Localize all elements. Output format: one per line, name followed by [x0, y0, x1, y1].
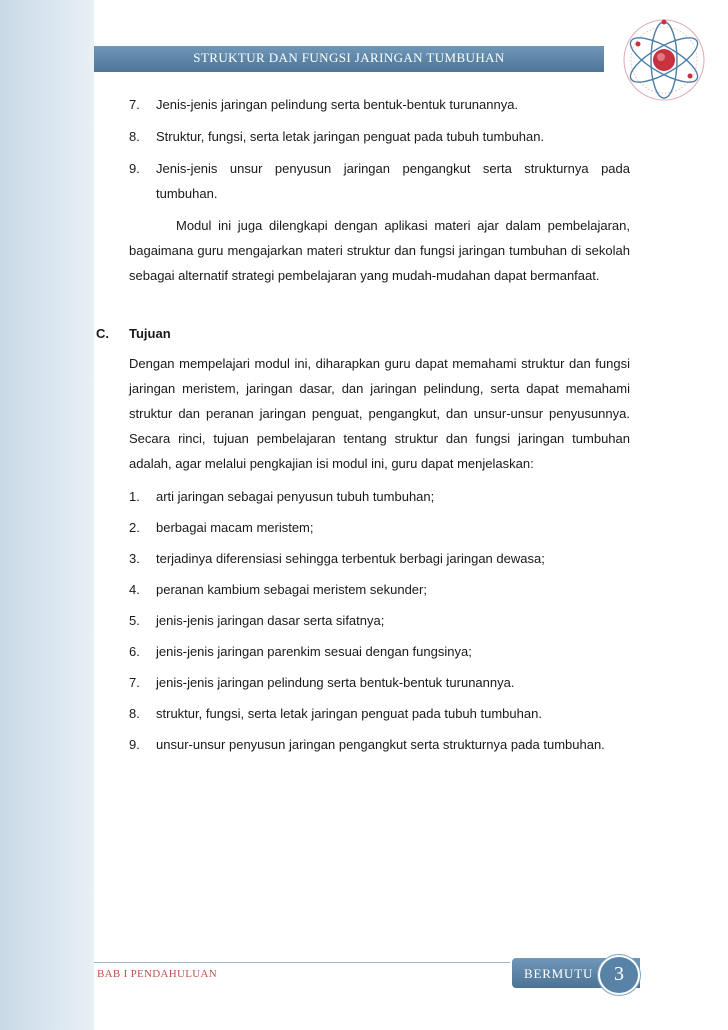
list-text: arti jaringan sebagai penyusun tubuh tumbuhan;	[156, 489, 435, 504]
list-item	[129, 124, 630, 149]
list-number: 7.	[129, 97, 140, 112]
list-item	[129, 670, 630, 695]
list-text: jenis-jenis jaringan parenkim sesuai dengan fungsinya;	[156, 644, 472, 659]
list-number: 9.	[129, 737, 140, 752]
list-number: 7.	[129, 675, 140, 690]
section-paragraph: Dengan mempelajari modul ini, diharapkan guru dapat memahami struktur dan fungsi jaringan meristem, jaringan dasar, dan jaringan pelindung, serta dapat memahami struktur dan peranan jaringan penguat, pengangkut, dan unsur-unsur penyusunnya. Secara rinci, tujuan pembelajaran tentang struktur dan fungsi jaringan tumbuhan adalah, agar melalui pengkajian isi modul ini, guru dapat menjelaskan:	[129, 356, 630, 471]
list-text: peranan kambium sebagai meristem sekunder;	[156, 582, 427, 597]
list-number: 2.	[129, 520, 140, 535]
section-title: Tujuan	[129, 326, 171, 341]
left-decorative-band	[0, 0, 94, 1030]
objectives-list	[129, 484, 630, 757]
list-item	[129, 732, 630, 757]
page-number: 3	[598, 955, 640, 995]
list-item	[129, 608, 630, 633]
atom-emblem-icon	[618, 14, 710, 106]
list-item	[129, 92, 630, 117]
list-text: jenis-jenis jaringan pelindung serta bentuk-bentuk turunannya.	[156, 675, 515, 690]
list-item	[129, 515, 630, 540]
list-text: Jenis-jenis unsur penyusun jaringan pengangkut serta strukturnya pada tumbuhan.	[156, 161, 630, 201]
main-content	[96, 92, 630, 757]
list-number: 8.	[129, 706, 140, 721]
footer-divider	[94, 962, 510, 963]
list-text: Jenis-jenis jaringan pelindung serta bentuk-bentuk turunannya.	[156, 97, 519, 112]
intro-list	[129, 92, 630, 206]
header-bar	[94, 46, 604, 72]
list-item	[129, 639, 630, 664]
intro-paragraph: Modul ini juga dilengkapi dengan aplikasi materi ajar dalam pembelajaran, bagaimana guru mengajarkan materi struktur dan fungsi jaringan tumbuhan di sekolah sebagai alternatif strategi pembelajaran yang mudah-mudahan dapat bermanfaat.	[129, 218, 630, 283]
footer-chapter: BAB I PENDAHULUAN	[97, 968, 217, 980]
section-heading	[96, 326, 630, 341]
list-number: 4.	[129, 582, 140, 597]
list-text: terjadinya diferensiasi sehingga terbentuk berbagi jaringan dewasa;	[156, 551, 545, 566]
section-letter: C.	[96, 326, 109, 341]
list-item	[129, 156, 630, 206]
list-text: jenis-jenis jaringan dasar serta sifatnya;	[156, 613, 385, 628]
list-item	[129, 577, 630, 602]
list-item	[129, 546, 630, 571]
list-item	[129, 701, 630, 726]
list-number: 3.	[129, 551, 140, 566]
list-number: 1.	[129, 489, 140, 504]
list-text: struktur, fungsi, serta letak jaringan penguat pada tubuh tumbuhan.	[156, 706, 542, 721]
list-text: Struktur, fungsi, serta letak jaringan penguat pada tubuh tumbuhan.	[156, 129, 545, 144]
list-text: berbagai macam meristem;	[156, 520, 314, 535]
list-number: 8.	[129, 129, 140, 144]
list-item	[129, 484, 630, 509]
list-number: 5.	[129, 613, 140, 628]
list-number: 9.	[129, 161, 140, 176]
footer-brand: BERMUTU	[524, 966, 594, 981]
list-number: 6.	[129, 644, 140, 659]
list-text: unsur-unsur penyusun jaringan pengangkut serta strukturnya pada tumbuhan.	[156, 737, 605, 752]
header-title: STRUKTUR DAN FUNGSI JARINGAN TUMBUHAN	[193, 50, 505, 65]
